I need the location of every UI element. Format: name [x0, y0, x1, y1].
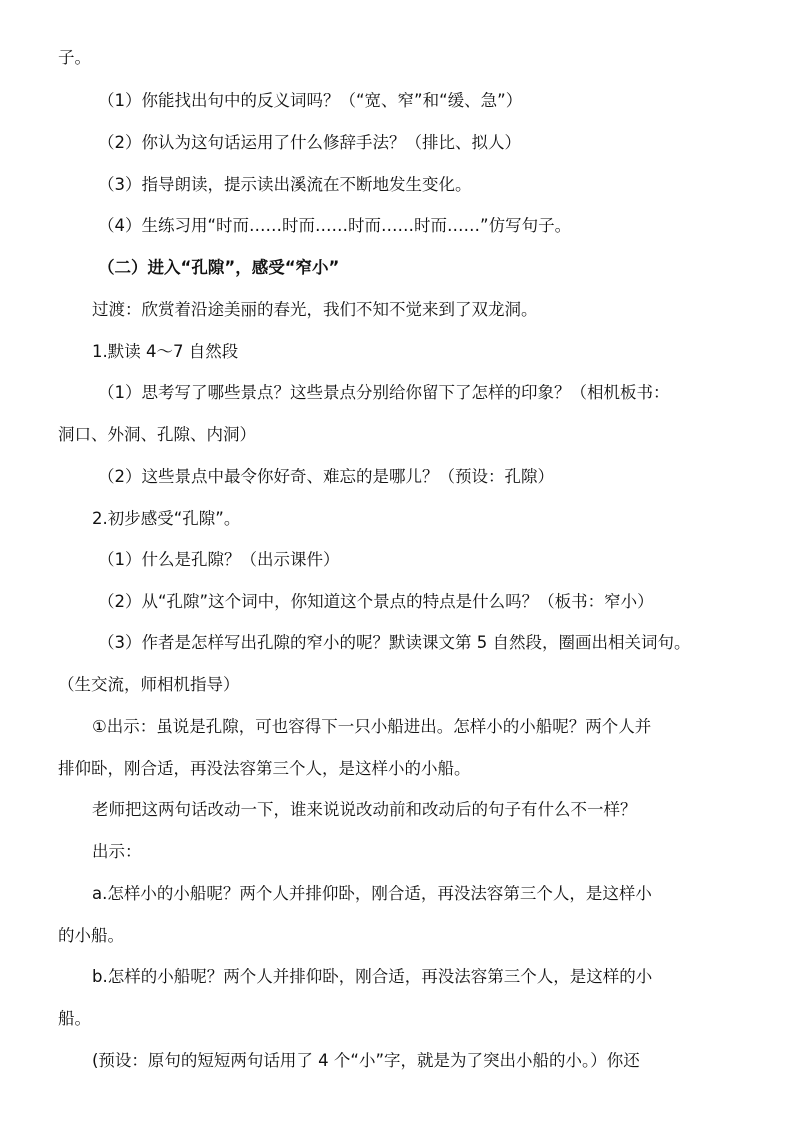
text-line: （1）思考写了哪些景点？这些景点分别给你留下了怎样的印象？（相机板书：: [98, 383, 670, 402]
text-line: （1）你能找出句中的反义词吗？（“宽、窄”和“缓、急”）: [98, 91, 523, 110]
text-line: 排仰卧，刚合适，再没法容第三个人，是这样小的小船。: [58, 759, 471, 778]
text-line: （3）作者是怎样写出孔隙的窄小的呢？默读课文第 5 自然段，圈画出相关词句。: [98, 633, 691, 652]
text-line: 洞口、外洞、孔隙、内洞）: [58, 425, 256, 444]
text-line: 船。: [58, 1009, 91, 1028]
section-heading: （二）进入“孔隙”，感受“窄小”: [98, 258, 340, 277]
text-line: 2.初步感受“孔隙”。: [92, 509, 241, 528]
text-line: （2）这些景点中最令你好奇、难忘的是哪儿？（预设：孔隙）: [98, 467, 554, 486]
text-line: b.怎样的小船呢？两个人并排仰卧，刚合适，再没法容第三个人，是这样的小: [92, 967, 653, 986]
text-line: 过渡：欣赏着沿途美丽的春光，我们不知不觉来到了双龙洞。: [92, 300, 538, 319]
text-line: 出示：: [92, 842, 142, 861]
text-line: 子。: [58, 48, 91, 67]
text-line: （1）什么是孔隙？（出示课件）: [98, 550, 340, 569]
text-line: 老师把这两句话改动一下，谁来说说改动前和改动后的句子有什么不一样？: [92, 800, 637, 819]
text-line: (预设：原句的短短两句话用了 4 个“小”字，就是为了突出小船的小。）你还: [92, 1051, 640, 1070]
text-line: a.怎样小的小船呢？两个人并排仰卧，刚合适，再没法容第三个人，是这样小: [92, 884, 652, 903]
text-line: （3）指导朗读，提示读出溪流在不断地发生变化。: [98, 175, 472, 194]
text-line: （2）从“孔隙”这个词中，你知道这个景点的特点是什么吗？（板书：窄小）: [98, 592, 654, 611]
text-line: 的小船。: [58, 926, 124, 945]
text-line: 1.默读 4～7 自然段: [92, 342, 239, 361]
text-line: （生交流，师相机指导）: [58, 675, 240, 694]
text-line: （2）你认为这句话运用了什么修辞手法？（排比、拟人）: [98, 133, 521, 152]
text-line: （4）生练习用“时而……时而……时而……时而……”仿写句子。: [98, 216, 572, 235]
text-line: ①出示：虽说是孔隙，可也容得下一只小船进出。怎样小的小船呢？两个人并: [92, 717, 652, 736]
